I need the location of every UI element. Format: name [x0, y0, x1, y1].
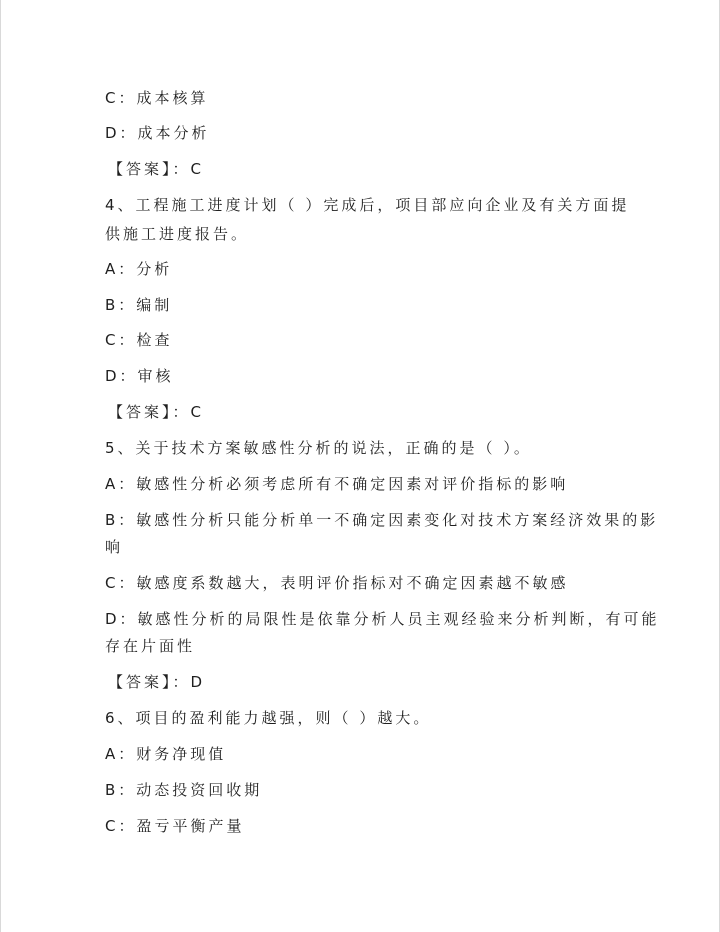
option-b-line: B：编制 [105, 296, 173, 314]
page-left-edge [0, 0, 1, 932]
question-4-line: 4、工程施工进度计划（ ）完成后，项目部应向企业及有关方面提 [105, 196, 630, 214]
question-4-continuation: 供施工进度报告。 [105, 225, 250, 243]
option-d-continuation: 存在片面性 [105, 637, 196, 655]
question-5-line: 5、关于技术方案敏感性分析的说法，正确的是（ ）。 [105, 439, 532, 457]
option-c-line: C：检查 [105, 331, 173, 349]
option-b-line: B：敏感性分析只能分析单一不确定因素变化对技术方案经济效果的影 [105, 511, 659, 529]
option-a-line: A：敏感性分析必须考虑所有不确定因素对评价指标的影响 [105, 475, 569, 493]
question-6-line: 6、项目的盈利能力越强，则（ ）越大。 [105, 709, 432, 727]
option-b-line: B：动态投资回收期 [105, 781, 263, 799]
answer-line: 【答案】：C [108, 160, 204, 178]
option-b-continuation: 响 [105, 538, 124, 556]
option-a-line: A：分析 [105, 260, 173, 278]
option-c-line: C：盈亏平衡产量 [105, 817, 245, 835]
option-d-line: D：成本分析 [105, 124, 210, 142]
option-c-line: C：敏感度系数越大，表明评价指标对不确定因素越不敏感 [105, 574, 569, 592]
answer-line: 【答案】：D [108, 673, 206, 691]
option-d-line: D：审核 [105, 367, 174, 385]
option-a-line: A：财务净现值 [105, 745, 227, 763]
option-c-line: C：成本核算 [105, 89, 209, 107]
answer-line: 【答案】：C [108, 403, 204, 421]
option-d-line: D：敏感性分析的局限性是依靠分析人员主观经验来分析判断，有可能 [105, 610, 660, 628]
